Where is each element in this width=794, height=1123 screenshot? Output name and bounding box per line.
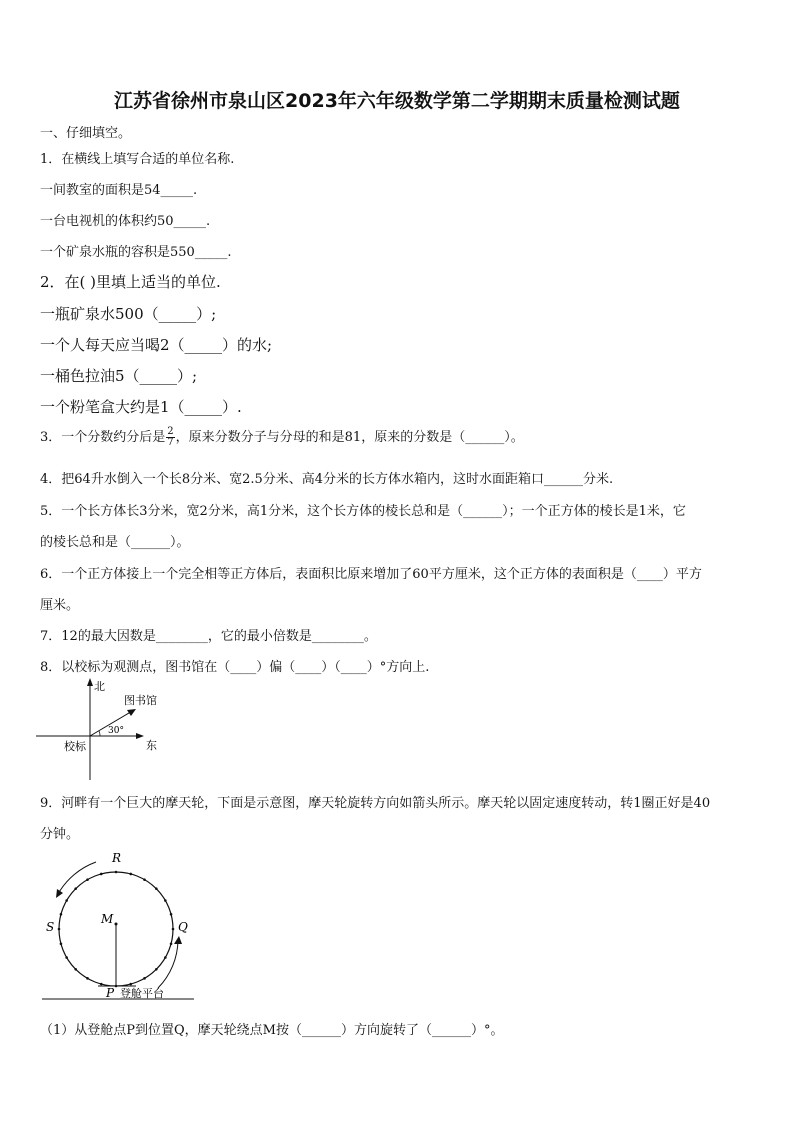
q5-line-2: 的棱长总和是（______）。	[40, 535, 190, 550]
cabin-dot	[115, 871, 118, 874]
cabin-dot	[100, 983, 103, 986]
q6-line-1: 6．一个正方体接上一个完全相等正方体后，表面积比原来增加了60平方厘米，这个正方体的表面积是（____）平方	[40, 567, 702, 582]
q2-stem: 2．在( )里填上适当的单位.	[40, 273, 221, 291]
cabin-dot	[164, 899, 167, 902]
cabin-dot	[129, 873, 132, 876]
section-heading: 一、仔细填空。	[40, 126, 132, 141]
cabin-dot	[100, 873, 103, 876]
q2-item-3: 一桶色拉油5（_____）;	[40, 367, 198, 385]
cabin-dot	[129, 983, 132, 986]
cabin-dot	[170, 942, 173, 945]
ferris-wheel-diagram	[38, 848, 198, 1004]
q9-sub-1: （1）从登舱点P到位置Q，摩天轮绕点M按（______）方向旋转了（______）°。	[40, 1023, 504, 1038]
north-label: 北	[94, 680, 105, 693]
angle-label: 30°	[108, 726, 124, 736]
library-label: 图书馆	[124, 694, 157, 707]
east-arrow-head	[136, 733, 144, 739]
q1-stem: 1．在横线上填写合适的单位名称.	[40, 152, 235, 167]
point-s-label: S	[46, 920, 55, 934]
cabin-dot	[58, 928, 61, 931]
q8-stem: 8．以校标为观测点，图书馆在（____）偏（____）（____）°方向上.	[40, 660, 430, 675]
direction-diagram	[34, 676, 174, 782]
rotation-arrow-right-head	[174, 936, 182, 944]
q2-item-4: 一个粉笔盒大约是1（_____）.	[40, 398, 242, 416]
q6-line-2: 厘米。	[40, 598, 80, 613]
library-ray-arrow-head	[127, 709, 136, 716]
cabin-dot	[86, 878, 89, 881]
point-r-label: R	[112, 851, 122, 865]
q3-fraction-denominator: 7	[167, 437, 174, 448]
cabin-dot	[155, 968, 158, 971]
cabin-dot	[60, 942, 63, 945]
q3-line	[40, 426, 524, 448]
cabin-dot	[170, 913, 173, 916]
cabin-dot	[74, 968, 77, 971]
point-p-label: P	[106, 986, 115, 1000]
point-m-label: M	[101, 912, 114, 926]
q2-item-2: 一个人每天应当喝2（_____）的水;	[40, 336, 273, 354]
cabin-dot	[74, 887, 77, 890]
cabin-dot	[65, 899, 68, 902]
q3-after: ，原来分数分子与分母的和是81，原来的分数是（______）。	[175, 430, 524, 445]
origin-label: 校标	[64, 740, 86, 753]
east-label: 东	[146, 739, 157, 752]
q9-line-2: 分钟。	[40, 827, 80, 842]
north-arrow-head	[87, 678, 93, 686]
cabin-dot	[155, 887, 158, 890]
q7-line: 7．12的最大因数是________，它的最小倍数是________。	[40, 629, 377, 644]
angle-arc	[99, 731, 100, 736]
q5-line-1: 5．一个长方体长3分米，宽2分米，高1分米，这个长方体的棱长总和是（______）；一个正方体的棱长是1米，它	[40, 504, 686, 519]
q1-item-3: 一个矿泉水瓶的容积是550_____.	[40, 245, 232, 260]
page-title: 江苏省徐州市泉山区2023年六年级数学第二学期期末质量检测试题	[114, 90, 680, 112]
cabin-dot	[172, 928, 175, 931]
q1-item-1: 一间教室的面积是54_____.	[40, 183, 198, 198]
cabin-dot	[143, 977, 146, 980]
cabin-dot	[86, 977, 89, 980]
q3-fraction	[166, 427, 174, 448]
point-q-label: Q	[178, 920, 188, 934]
rotation-arrow-left-head	[56, 889, 63, 898]
cabin-dot	[143, 878, 146, 881]
q3-fraction-numerator: 2	[167, 426, 174, 437]
cabin-dot	[60, 913, 63, 916]
platform-label: 登舱平台	[120, 987, 164, 1000]
cabin-dot	[164, 956, 167, 959]
q1-item-2: 一台电视机的体积约50_____.	[40, 214, 211, 229]
center-point	[115, 923, 118, 926]
q3-before: 3．一个分数约分后是	[40, 430, 166, 445]
q4-line: 4．把64升水倒入一个长8分米、宽2.5分米、高4分米的长方体水箱内，这时水面距箱口______分米.	[40, 472, 614, 487]
q9-line-1: 9．河畔有一个巨大的摩天轮，下面是示意图，摩天轮旋转方向如箭头所示。摩天轮以固定速度转动，转1圈正好是40	[40, 796, 711, 811]
q2-item-1: 一瓶矿泉水500（_____）;	[40, 305, 217, 323]
cabin-dot	[65, 956, 68, 959]
